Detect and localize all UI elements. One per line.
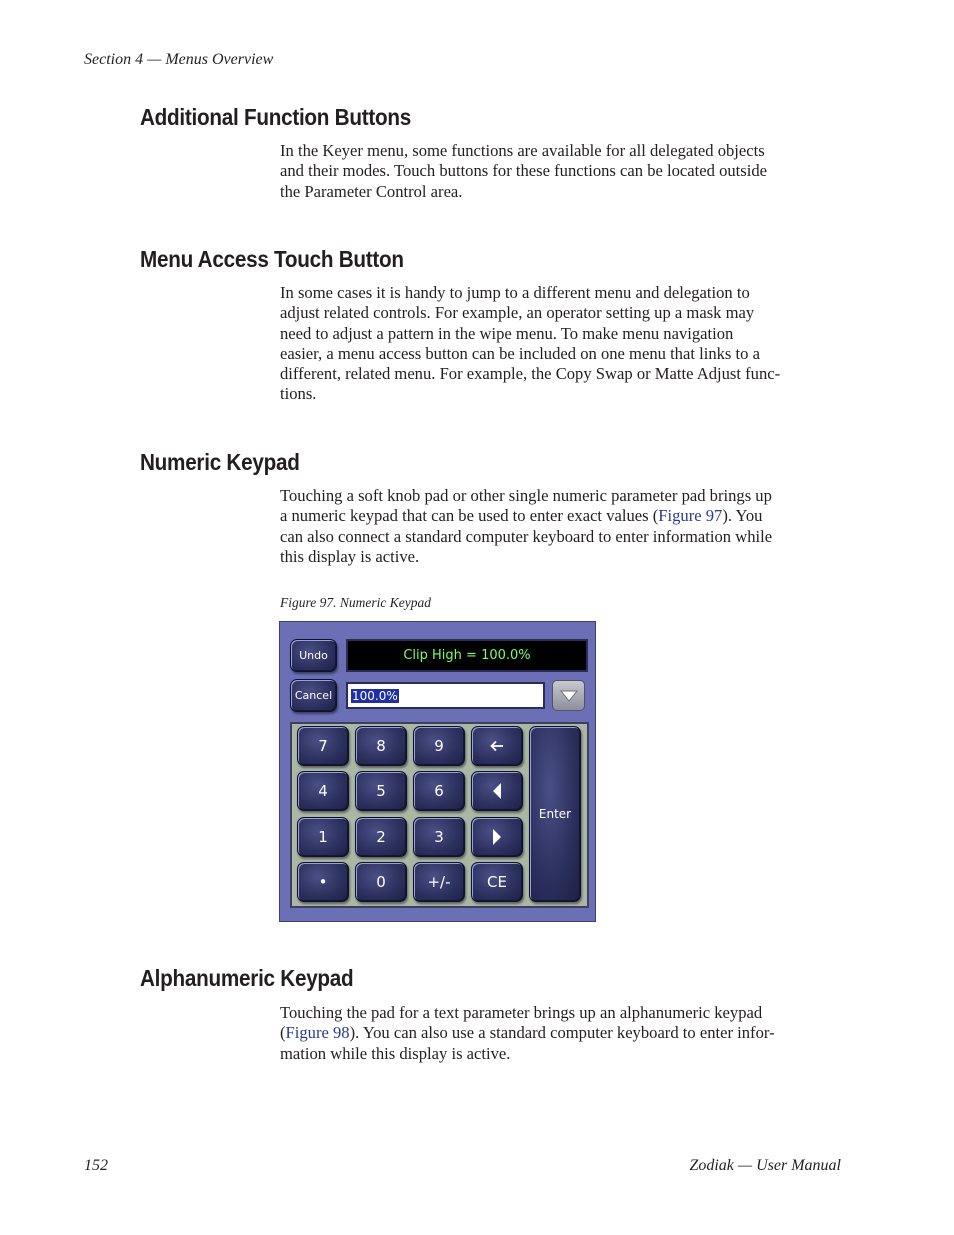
page-number: 152 [84,1157,108,1174]
text-line: In the Keyer menu, some functions are available for all delegated objects [280,141,765,160]
key-1[interactable]: 1 [297,817,349,857]
enter-button[interactable]: Enter [529,726,581,902]
selected-value-text: 100.0% [352,688,398,703]
text-line: Touching the pad for a text parameter brings up an alphanumeric keypad [280,1003,763,1022]
text-line: tions. [280,384,317,404]
heading-alphanumeric-keypad: Alphanumeric Keypad [140,965,354,991]
text-line [280,506,842,526]
cursor-right-button[interactable] [471,817,523,857]
key-3[interactable]: 3 [413,817,465,857]
triangle-down-icon [560,690,578,702]
text-fragment: ( [280,1023,286,1043]
heading-numeric-keypad: Numeric Keypad [140,449,300,475]
triangle-right-icon [492,829,502,845]
arrow-left-icon [490,740,504,752]
key-plus-minus[interactable]: +/- [413,862,465,902]
paragraph-additional-function-buttons [280,141,842,202]
text-line: this display is active. [280,546,420,566]
text-fragment: a numeric keypad that can be used to enter exact values ( [280,506,659,526]
triangle-left-icon [492,783,502,799]
text-fragment: ). You [722,506,763,526]
backspace-button[interactable] [471,726,523,766]
heading-additional-function-buttons: Additional Function Buttons [140,104,411,130]
key-decimal-point[interactable]: • [297,862,349,902]
paragraph-alphanumeric-keypad [280,1003,842,1064]
text-line: can also connect a standard computer keyboard to enter information while [280,526,773,546]
key-7[interactable]: 7 [297,726,349,766]
text-line: mation while this display is active. [280,1043,511,1063]
text-line: easier, a menu access button can be included on one menu that links to a [280,343,760,363]
clear-entry-button[interactable]: CE [471,862,523,902]
figure-97-link[interactable]: Figure 97 [658,506,723,526]
figure-caption: Figure 97. Numeric Keypad [280,595,431,610]
parameter-display: Clip High = 100.0% [346,639,588,672]
key-2[interactable]: 2 [355,817,407,857]
running-head: Section 4 — Menus Overview [84,51,274,68]
text-line: the Parameter Control area. [280,181,463,201]
value-entry-field[interactable] [346,682,545,709]
paragraph-menu-access-touch-button [280,283,842,405]
heading-menu-access-touch-button: Menu Access Touch Button [140,246,404,272]
footer-title: Zodiak — User Manual [689,1157,841,1174]
text-line [280,1023,842,1043]
key-5[interactable]: 5 [355,771,407,811]
text-line: Touching a soft knob pad or other single numeric parameter pad brings up [280,486,772,505]
text-line: need to adjust a pattern in the wipe menu. To make menu navigation [280,323,734,343]
undo-button[interactable]: Undo [290,639,337,672]
numeric-keypad-figure [279,621,596,922]
dropdown-button[interactable] [552,680,585,711]
text-line: and their modes. Touch buttons for these functions can be located outside [280,161,768,181]
text-line: different, related menu. For example, the Copy Swap or Matte Adjust func- [280,364,781,384]
key-6[interactable]: 6 [413,771,465,811]
key-8[interactable]: 8 [355,726,407,766]
text-fragment: ). You can also use a standard computer keyboard to enter infor- [349,1023,775,1043]
key-4[interactable]: 4 [297,771,349,811]
cursor-left-button[interactable] [471,771,523,811]
key-9[interactable]: 9 [413,726,465,766]
key-0[interactable]: 0 [355,862,407,902]
text-line: adjust related controls. For example, an operator setting up a mask may [280,303,755,323]
figure-98-link[interactable]: Figure 98 [285,1023,350,1043]
cancel-button[interactable]: Cancel [290,679,337,712]
text-line: In some cases it is handy to jump to a different menu and delegation to [280,283,750,302]
paragraph-numeric-keypad [280,486,842,567]
